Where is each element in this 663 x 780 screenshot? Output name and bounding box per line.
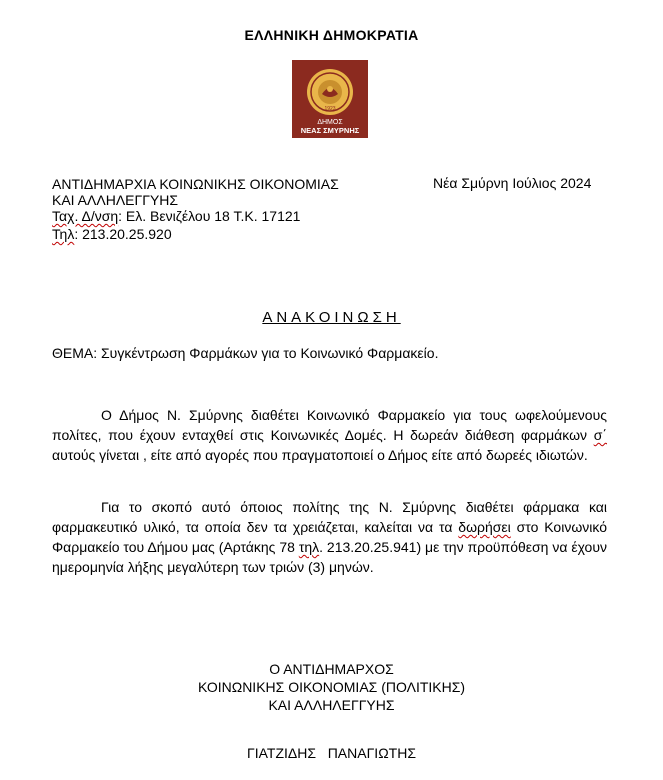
seal-emblem-icon	[292, 60, 368, 138]
logo-year: 1923	[324, 106, 336, 112]
phone-line	[52, 225, 172, 243]
address-line	[52, 207, 300, 225]
para2-text-flagged-2: τηλ	[298, 539, 320, 555]
subject-line: ΘΕΜΑ: Συγκέντρωση Φαρμάκων για το Κοινωνικό Φαρμακείο.	[52, 345, 439, 361]
signature-line3: ΚΑΙ ΑΛΛΗΛΕΓΓΥΗΣ	[268, 697, 395, 713]
logo-text-line1: ΔΗΜΟΣ	[317, 119, 343, 126]
para1-text-flagged: σ΄	[593, 427, 607, 443]
signatory-name: ΓΙΑΤΖΙΔΗΣ ΠΑΝΑΓΙΩΤΗΣ	[247, 745, 416, 761]
para2-text-b: στο Κοινωνικό Φαρμακείο του Δήμου μας (Αρτάκης 78	[52, 519, 607, 555]
department-line1: ΑΝΤΙΔΗΜΑΡΧΙΑ ΚΟΙΝΩΝΙΚΗΣ ΟΙΚΟΝΟΜΙΑΣ	[52, 176, 339, 192]
municipality-logo	[292, 60, 368, 138]
para2-text-flagged-1: δωρήσει	[458, 519, 511, 535]
place-date: Νέα Σμύρνη Ιούλιος 2024	[433, 175, 592, 191]
header-title: ΕΛΛΗΝΙΚΗ ΔΗΜΟΚΡΑΤΙΑ	[244, 27, 419, 43]
signature-line1: Ο ΑΝΤΙΔΗΜΑΡΧΟΣ	[269, 661, 394, 677]
para1-text-b: αυτούς γίνεται , είτε από αγορές που πραγματοποιεί ο Δήμος είτε από δωρεές ιδιωτών.	[52, 447, 588, 463]
para1-text-a: Ο Δήμος Ν. Σμύρνης διαθέτει Κοινωνικό Φαρμακείο για τους ωφελούμενους πολίτες, που έχουν ενταχθεί στις Κοινωνικές Δομές. Η δωρεάν διάθεση φαρμάκων	[52, 407, 607, 443]
para2-text-a: Για το σκοπό αυτό όποιος πολίτης της Ν. Σμύρνης διαθέτει φάρμακα και φαρμακευτικό υλικό, τα οποία δεν τα χρειάζεται, καλείται να τα	[52, 499, 607, 535]
signature-line2: ΚΟΙΝΩΝΙΚΗΣ ΟΙΚΟΝΟΜΙΑΣ (ΠΟΛΙΤΙΚΗΣ)	[197, 679, 466, 695]
phone-label: Τηλ	[52, 226, 75, 242]
logo-text-line2: ΝΕΑΣ ΣΜΥΡΝΗΣ	[300, 126, 360, 135]
address-value: : Ελ. Βενιζέλου 18 Τ.Κ. 17121	[118, 208, 301, 224]
body-paragraph-2	[52, 497, 607, 577]
para2-text-c: . 213.20.25.941) με την προϋπόθεση να έχουν ημερομηνία λήξης μεγαλύτερη των τριών (3) μηνών.	[52, 539, 607, 575]
address-label: Ταχ. Δ/νση	[52, 208, 119, 224]
department-line2: ΚΑΙ ΑΛΛΗΛΕΓΓΥΗΣ	[52, 192, 179, 208]
announcement-title: ΑΝΑΚΟΙΝΩΣΗ	[262, 309, 401, 326]
phone-value: : 213.20.25.920	[74, 226, 172, 242]
body-paragraph-1	[52, 405, 607, 465]
